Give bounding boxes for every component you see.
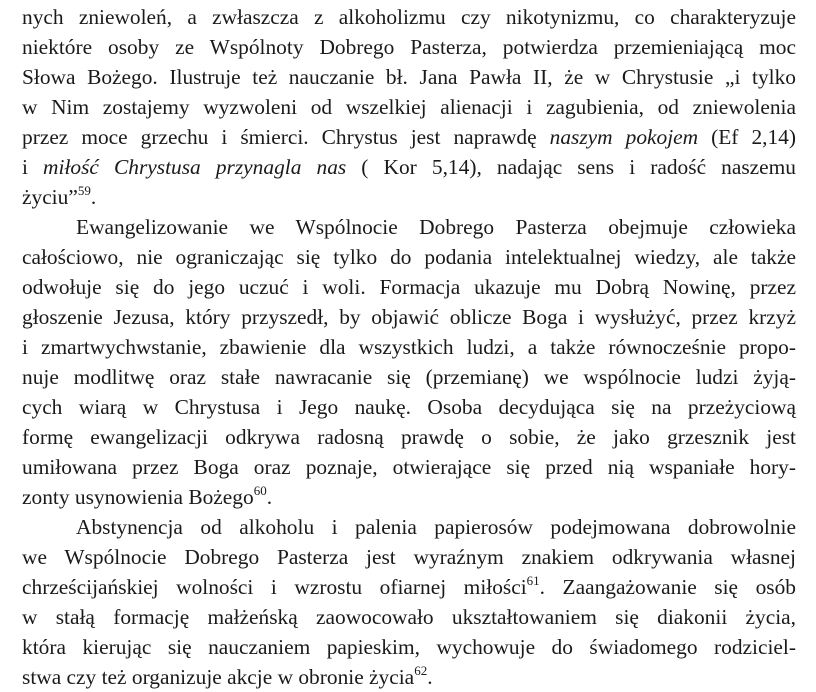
text-line: [22, 482, 272, 512]
italic-phrase: miłość Chrystusa przynagla nas: [43, 155, 347, 179]
text-span: chrześcijańskiej wolności i wzrostu ofiarnej miłości: [22, 575, 527, 599]
text-line: we Wspólnocie Dobrego Pasterza jest wyraźnym znakiem odkrywania własnej: [22, 545, 796, 569]
text-span: życiu”: [22, 185, 78, 209]
text-line: w Nim zostajemy wyzwoleni od wszelkiej alienacji i zagubienia, od zniewolenia: [22, 95, 796, 119]
text-span: .: [266, 485, 273, 509]
text-line: w stałą formację małżeńską zaowocowało ukształtowaniem się diakonii życia,: [22, 605, 796, 629]
text-line: umiłowana przez Boga oraz poznaje, otwierające się przed nią wspaniałe hory-: [22, 455, 796, 479]
footnote-ref-62[interactable]: 62: [414, 662, 428, 678]
text-span: .: [90, 185, 97, 209]
text-line: cych wiarą w Chrystusa i Jego naukę. Osoba decydująca się na przeżyciową: [22, 395, 796, 419]
text-line: Słowa Bożego. Ilustruje też nauczanie bł. Jana Pawła II, że w Chrystusie „i tylko: [22, 65, 796, 89]
italic-phrase: naszym pokojem: [549, 125, 699, 149]
text-span: zonty usynowienia Bożego: [22, 485, 254, 509]
footnote-ref-61[interactable]: 61: [526, 572, 540, 588]
text-line: Ewangelizowanie we Wspólnocie Dobrego Pasterza obejmuje człowieka: [76, 215, 796, 239]
text-span: przez moce grzechu i śmierci. Chrystus jest naprawdę: [22, 125, 550, 149]
text-span: . Zaangażowanie się osób: [539, 575, 796, 599]
text-line: która kierując się nauczaniem papieskim, wychowuje do świadomego rodziciel-: [22, 635, 796, 659]
text-span: i: [22, 155, 44, 179]
text-line: [22, 662, 433, 692]
text-line: [22, 182, 96, 212]
text-line: [22, 572, 796, 602]
text-line: głoszenie Jezusa, który przyszedł, by objawić oblicze Boga i wysłużyć, przez krzyż: [22, 305, 796, 329]
text-line: nuje modlitwę oraz stałe nawracanie się (przemianę) we wspólnocie ludzi żyją-: [22, 365, 796, 389]
text-line: [22, 152, 796, 182]
text-span: .: [427, 665, 433, 689]
text-line: i zmartwychwstanie, zbawienie dla wszystkich ludzi, a także równocześnie propo-: [22, 335, 796, 359]
text-line: nych zniewoleń, a zwłaszcza z alkoholizmu czy nikotynizmu, co charakteryzuje: [22, 5, 796, 29]
text-span: ( Kor 5,14), nadając sens i radość naszemu: [346, 155, 796, 179]
text-line: [22, 122, 796, 152]
text-line: niektóre osoby ze Wspólnoty Dobrego Pasterza, potwierdza przemieniającą moc: [22, 35, 796, 59]
text-line: odwołuje się do jego uczuć i woli. Formacja ukazuje mu Dobrą Nowinę, przez: [22, 275, 796, 299]
text-line: formę ewangelizacji odkrywa radosną prawdę o sobie, że jako grzesznik jest: [22, 425, 796, 449]
footnote-ref-59[interactable]: 59: [77, 182, 91, 198]
text-span: (Ef 2,14): [698, 125, 796, 149]
text-line: Abstynencja od alkoholu i palenia papierosów podejmowana dobrowolnie: [76, 515, 796, 539]
footnote-ref-60[interactable]: 60: [253, 482, 267, 498]
text-span: stwa czy też organizuje akcje w obronie życia: [22, 665, 415, 689]
text-line: całościowo, nie ograniczając się tylko do podania intelektualnej wiedzy, ale także: [22, 245, 796, 269]
